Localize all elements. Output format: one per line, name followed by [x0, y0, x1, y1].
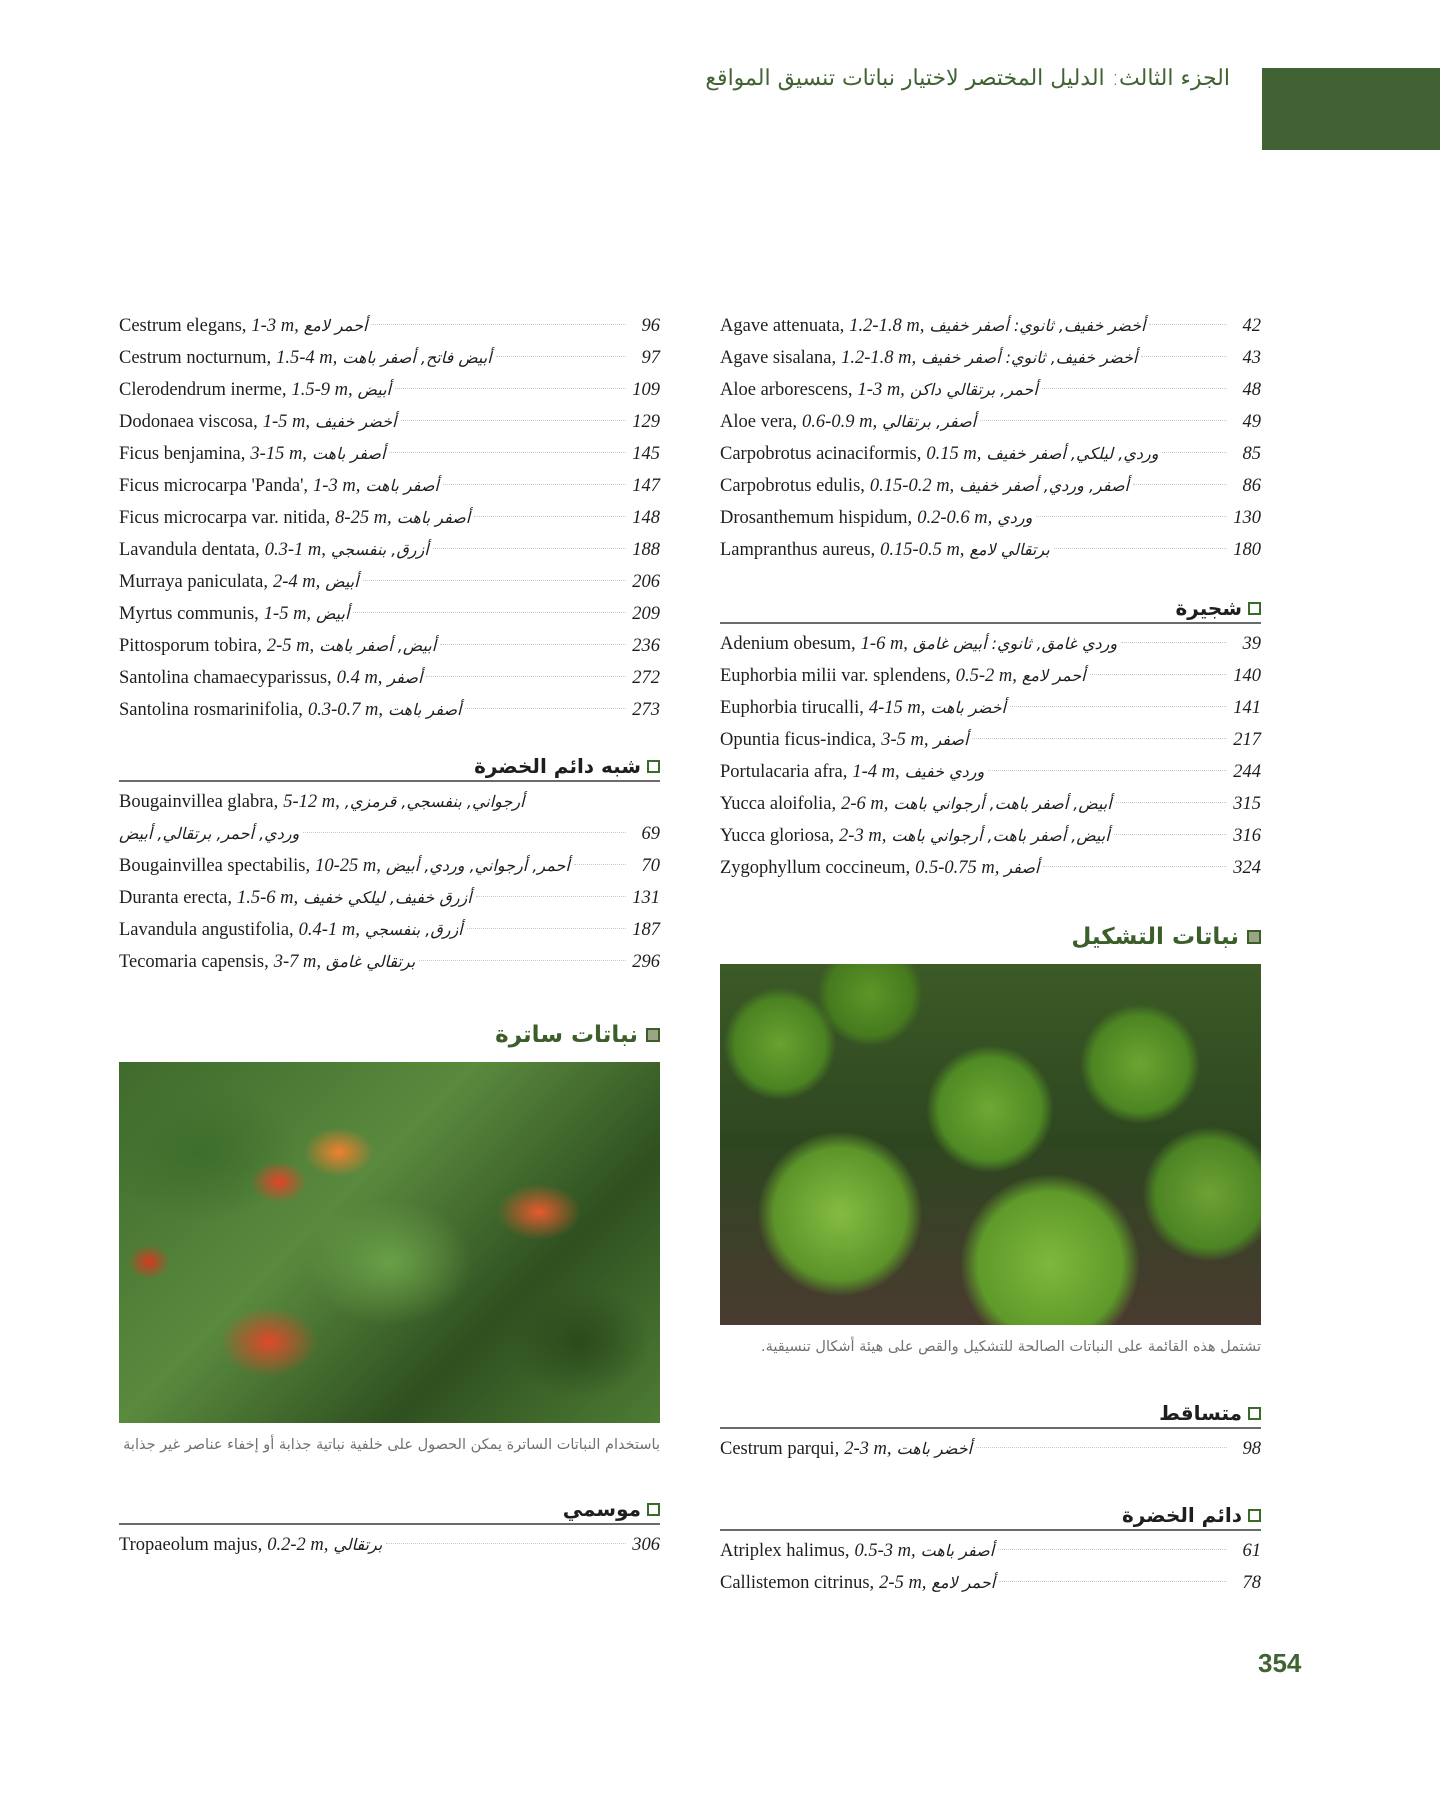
dot-leader — [465, 708, 626, 709]
dot-leader — [401, 420, 627, 421]
plant-list-semi-evergreen — [119, 850, 660, 978]
plant-colors: وردي خفيف — [904, 762, 985, 781]
plant-name: Duranta erecta, — [119, 888, 232, 908]
checkbox-square-icon — [1248, 1509, 1261, 1522]
page-number: 354 — [1258, 1648, 1302, 1678]
section-heading-evergreen: دائم الخضرة — [720, 1501, 1261, 1531]
plant-size: 2-6 m, — [841, 794, 889, 814]
plant-colors: أبيض — [357, 380, 391, 399]
page-reference: 140 — [1233, 666, 1261, 686]
plant-size: 0.6-0.9 m, — [802, 412, 878, 432]
dot-leader — [1090, 674, 1227, 675]
plant-entry — [720, 310, 1261, 342]
photo-caption: باستخدام النباتات الساترة يمكن الحصول على خلفية نباتية جذابة أو إخفاء عناصر غير جذابة — [123, 1437, 660, 1453]
plant-list-seasonal — [119, 1529, 660, 1561]
plant-size: 0.15-0.2 m, — [869, 476, 955, 496]
checkbox-square-icon — [1248, 602, 1261, 615]
category-heading-screening: نباتات ساترة — [119, 1022, 660, 1048]
plant-name: Pittosporum tobira, — [119, 636, 262, 656]
left-column — [119, 310, 660, 1561]
plant-size: 0.2-0.6 m, — [917, 508, 993, 528]
dot-leader — [1149, 324, 1227, 325]
plant-entry — [119, 438, 660, 470]
plant-list-top-left — [119, 310, 660, 726]
dot-leader — [1114, 834, 1227, 835]
plant-size: 1-6 m, — [860, 634, 908, 654]
photo-caption: تشتمل هذه القائمة على النباتات الصالحة للتشكيل والقص على هيئة أشكال تنسيقية. — [760, 1339, 1261, 1355]
plant-colors: أصفر, برتقالي — [882, 412, 977, 431]
flowering-shrub-photo — [119, 1062, 660, 1423]
page-reference: 61 — [1242, 1541, 1261, 1561]
plant-colors: أخضر باهت — [930, 698, 1006, 717]
plant-entry — [720, 438, 1261, 470]
page-reference: 85 — [1242, 444, 1261, 464]
plant-size: 0.5-0.75 m, — [915, 858, 1000, 878]
category-heading-topiary: نباتات التشكيل — [720, 924, 1261, 950]
plant-size: 1-3 m, — [251, 316, 299, 336]
plant-size: 3-15 m, — [250, 444, 307, 464]
section-heading-semi-evergreen: شبه دائم الخضرة — [119, 752, 660, 782]
plant-colors: أبيض, أصفر باهت, أرجواني باهت — [893, 794, 1112, 813]
section-heading-shrublet: شجيرة — [720, 594, 1261, 624]
plant-colors: أصفر باهت — [311, 444, 386, 463]
plant-colors: أبيض, أصفر باهت, أرجواني باهت — [891, 826, 1110, 845]
page-reference: 86 — [1242, 476, 1261, 496]
page-reference: 217 — [1233, 730, 1261, 750]
plant-list-evergreen — [720, 1535, 1261, 1599]
plant-entry — [119, 630, 660, 662]
plant-colors: أزرق, بنفسجي — [330, 540, 429, 559]
plant-colors: أبيض — [316, 604, 350, 623]
plant-name: Dodonaea viscosa, — [119, 412, 258, 432]
plant-colors: أبيض فاتح, أصفر باهت — [342, 348, 492, 367]
page-reference: 43 — [1242, 348, 1261, 368]
dot-leader — [371, 324, 626, 325]
plant-entry — [720, 534, 1261, 566]
plant-entry — [119, 374, 660, 406]
page-reference: 130 — [1233, 508, 1261, 528]
plant-name: Ficus benjamina, — [119, 444, 246, 464]
plant-name: Lampranthus aureus, — [720, 540, 876, 560]
plant-entry — [119, 470, 660, 502]
plant-list-shrublet — [720, 628, 1261, 884]
plant-size: 1-4 m, — [852, 762, 900, 782]
plant-size: 1.5-6 m, — [236, 888, 299, 908]
plant-name: Euphorbia tirucalli, — [720, 698, 864, 718]
plant-name: Atriplex halimus, — [720, 1541, 850, 1561]
plant-entry — [720, 406, 1261, 438]
page-reference: 42 — [1242, 316, 1261, 336]
plant-entry — [720, 724, 1261, 756]
plant-name: Cestrum elegans, — [119, 316, 247, 336]
plant-entry — [119, 310, 660, 342]
page-reference: 187 — [632, 920, 660, 940]
plant-entry — [119, 406, 660, 438]
dot-leader — [1116, 802, 1227, 803]
page-reference: 244 — [1233, 762, 1261, 782]
plant-list-deciduous — [720, 1433, 1261, 1465]
plant-size: 1-5 m, — [263, 604, 312, 624]
plant-colors: أبيض — [325, 572, 359, 591]
dot-leader — [1010, 706, 1227, 707]
plant-size: 1.5-9 m, — [291, 380, 353, 400]
dot-leader — [474, 516, 626, 517]
plant-name: Carpobrotus acinaciformis, — [720, 444, 922, 464]
plant-size: 2-4 m, — [272, 572, 321, 592]
dot-leader — [1133, 484, 1227, 485]
page-reference: 315 — [1233, 794, 1261, 814]
plant-size: 3-5 m, — [881, 730, 929, 750]
plant-entry — [119, 850, 660, 882]
page-reference: 97 — [641, 348, 660, 368]
dot-leader — [988, 770, 1227, 771]
plant-colors: وردي — [997, 508, 1033, 527]
page-reference: 69 — [641, 824, 660, 844]
plant-name: Murraya paniculata, — [119, 572, 268, 592]
page-reference: 48 — [1242, 380, 1261, 400]
plant-colors: برتقالي غامق — [326, 952, 416, 971]
dot-leader — [1036, 516, 1227, 517]
dot-leader — [1043, 866, 1227, 867]
plant-colors: أرجواني, بنفسجي, قرمزي, — [344, 792, 525, 811]
plant-name: Tecomaria capensis, — [119, 952, 269, 972]
plant-colors: أحمر لامع — [931, 1573, 996, 1592]
plant-entry — [119, 914, 660, 946]
dot-leader — [496, 356, 626, 357]
page-reference: 131 — [632, 888, 660, 908]
plant-entry — [119, 566, 660, 598]
plant-colors: أحمر, برتقالي داكن — [909, 380, 1038, 399]
chapter-color-tab — [1262, 68, 1440, 150]
plant-colors: أزرق, بنفسجي — [364, 920, 463, 939]
dot-leader — [303, 832, 626, 833]
dot-leader — [386, 1543, 626, 1544]
plant-colors: أصفر — [1004, 858, 1040, 877]
dot-leader — [1121, 642, 1227, 643]
dot-leader — [426, 676, 626, 677]
page-reference: 273 — [632, 700, 660, 720]
dot-leader — [389, 452, 626, 453]
dot-leader — [443, 484, 626, 485]
plant-size: 1-5 m, — [262, 412, 310, 432]
plant-size: 0.2-2 m, — [267, 1535, 329, 1555]
filled-square-icon — [646, 1028, 660, 1042]
plant-name: Bougainvillea glabra, — [119, 792, 279, 812]
page-reference: 78 — [1242, 1573, 1261, 1593]
page-reference: 206 — [632, 572, 660, 592]
plant-name: Bougainvillea spectabilis, — [119, 856, 311, 876]
page-reference: 188 — [632, 540, 660, 560]
plant-name: Aloe arborescens, — [720, 380, 853, 400]
plant-size: 0.15 m, — [926, 444, 982, 464]
plant-name: Agave sisalana, — [720, 348, 837, 368]
plant-entry — [720, 374, 1261, 406]
plant-colors: أخضر باهت — [896, 1439, 973, 1458]
plant-entry — [720, 1567, 1261, 1599]
right-column — [720, 310, 1261, 1599]
dot-leader — [467, 928, 626, 929]
page-reference: 324 — [1233, 858, 1261, 878]
plant-colors: أخضر خفيف, ثانوي: أصفر خفيف — [929, 316, 1146, 335]
plant-size: 0.3-0.7 m, — [307, 700, 383, 720]
plant-size: 2-3 m, — [844, 1439, 892, 1459]
plant-size: 1-3 m, — [857, 380, 905, 400]
dot-leader — [419, 960, 626, 961]
dot-leader — [976, 1447, 1227, 1448]
page-reference: 49 — [1242, 412, 1261, 432]
page-reference: 145 — [632, 444, 660, 464]
plant-entry — [119, 534, 660, 566]
page-reference: 39 — [1242, 634, 1261, 654]
page-reference: 180 — [1233, 540, 1261, 560]
plant-colors: أحمر, أرجواني, وردي, أبيض — [385, 856, 570, 875]
plant-entry — [720, 1535, 1261, 1567]
plant-size: 2-5 m, — [266, 636, 315, 656]
page-reference: 98 — [1242, 1439, 1261, 1459]
plant-name: Zygophyllum coccineum, — [720, 858, 911, 878]
plant-size: 1.5-4 m, — [276, 348, 338, 368]
plant-name: Lavandula dentata, — [119, 540, 260, 560]
plant-entry — [119, 662, 660, 694]
plant-colors: وردي, ليلكي, أصفر خفيف — [986, 444, 1159, 463]
plant-entry — [720, 692, 1261, 724]
plant-colors: وردي, أحمر, برتقالي, أبيض — [119, 824, 300, 843]
plant-size: 1.2-1.8 m, — [841, 348, 917, 368]
section-heading-deciduous: متساقط — [720, 1399, 1261, 1429]
plant-size: 1.2-1.8 m, — [849, 316, 925, 336]
plant-name: Myrtus communis, — [119, 604, 259, 624]
plant-name: Opuntia ficus-indica, — [720, 730, 877, 750]
filled-square-icon — [1247, 930, 1261, 944]
dot-leader — [1042, 388, 1227, 389]
page-reference: 306 — [632, 1535, 660, 1555]
plant-size: 0.4 m, — [336, 668, 383, 688]
plant-entry — [720, 788, 1261, 820]
plant-size: 8-25 m, — [335, 508, 392, 528]
dot-leader — [574, 864, 626, 865]
plant-entry — [119, 598, 660, 630]
plant-size: 0.5-3 m, — [854, 1541, 916, 1561]
plant-colors: أصفر — [387, 668, 423, 687]
plant-colors: برتقالي — [333, 1535, 383, 1554]
plant-name: Yucca gloriosa, — [720, 826, 835, 846]
plant-entry — [720, 660, 1261, 692]
plant-name: Callistemon citrinus, — [720, 1573, 875, 1593]
plant-colors: أخضر خفيف — [315, 412, 397, 431]
plant-name: Santolina chamaecyparissus, — [119, 668, 332, 688]
dot-leader — [1141, 356, 1227, 357]
plant-entry — [720, 852, 1261, 884]
plant-entry — [720, 502, 1261, 534]
plant-colors: أحمر لامع — [303, 316, 368, 335]
dot-leader — [440, 644, 626, 645]
page-reference: 141 — [1233, 698, 1261, 718]
plant-entry — [720, 1433, 1261, 1465]
page-reference: 316 — [1233, 826, 1261, 846]
checkbox-square-icon — [647, 760, 660, 773]
plant-colors: أحمر لامع — [1021, 666, 1086, 685]
plant-size: 4-15 m, — [868, 698, 926, 718]
plant-name: Carpobrotus edulis, — [720, 476, 865, 496]
plant-size: 0.15-0.5 m, — [880, 540, 965, 560]
page-reference: 148 — [632, 508, 660, 528]
plant-entry — [119, 786, 660, 850]
section-heading-seasonal: موسمي — [119, 1495, 660, 1525]
dot-leader — [972, 738, 1227, 739]
checkbox-square-icon — [1248, 1407, 1261, 1420]
plant-entry — [119, 694, 660, 726]
page-reference: 109 — [632, 380, 660, 400]
plant-entry — [119, 342, 660, 374]
chapter-title: الجزء الثالث: الدليل المختصر لاختيار نباتات تنسيق المواقع — [705, 66, 1230, 91]
dot-leader — [363, 580, 626, 581]
page-reference: 70 — [641, 856, 660, 876]
page-reference: 272 — [632, 668, 660, 688]
page-reference: 147 — [632, 476, 660, 496]
plant-size: 0.3-1 m, — [264, 540, 326, 560]
dot-leader — [395, 388, 626, 389]
plant-entry — [720, 342, 1261, 374]
plant-name: Cestrum nocturnum, — [119, 348, 272, 368]
checkbox-square-icon — [647, 1503, 660, 1516]
plant-size: 10-25 m, — [315, 856, 381, 876]
plant-colors: أصفر باهت — [396, 508, 471, 527]
plant-name: Drosanthemum hispidum, — [720, 508, 913, 528]
plant-name: Aloe vera, — [720, 412, 798, 432]
page-reference: 296 — [632, 952, 660, 972]
plant-name: Clerodendrum inerme, — [119, 380, 287, 400]
plant-entry — [119, 946, 660, 978]
dot-leader — [998, 1549, 1227, 1550]
plant-colors: أصفر باهت — [365, 476, 439, 495]
dot-leader — [980, 420, 1227, 421]
plant-colors: أخضر خفيف, ثانوي: أصفر خفيف — [921, 348, 1138, 367]
plant-name: Euphorbia milii var. splendens, — [720, 666, 951, 686]
dot-leader — [353, 612, 626, 613]
plant-size: 3-7 m, — [273, 952, 321, 972]
dot-leader — [1054, 548, 1227, 549]
plant-list-top-right — [720, 310, 1261, 566]
page-reference: 209 — [632, 604, 660, 624]
dot-leader — [1162, 452, 1227, 453]
plant-name: Lavandula angustifolia, — [119, 920, 294, 940]
plant-name: Agave attenuata, — [720, 316, 845, 336]
plant-size: 2-3 m, — [839, 826, 887, 846]
plant-name: Yucca aloifolia, — [720, 794, 837, 814]
plant-size: 0.5-2 m, — [955, 666, 1017, 686]
plant-name: Tropaeolum majus, — [119, 1535, 263, 1555]
plant-colors: أصفر — [933, 730, 969, 749]
plant-entry — [720, 756, 1261, 788]
plant-name: Cestrum parqui, — [720, 1439, 840, 1459]
plant-name: Adenium obesum, — [720, 634, 856, 654]
plant-colors: أصفر, وردي, أصفر خفيف — [959, 476, 1129, 495]
plant-entry — [119, 502, 660, 534]
plant-colors: أصفر باهت — [920, 1541, 995, 1560]
plant-colors: أصفر باهت — [387, 700, 462, 719]
plant-size: 2-5 m, — [879, 1573, 927, 1593]
plant-entry — [720, 628, 1261, 660]
plant-colors: أزرق خفيف, ليلكي خفيف — [303, 888, 472, 907]
plant-entry — [720, 470, 1261, 502]
page-reference: 129 — [632, 412, 660, 432]
page-reference: 236 — [632, 636, 660, 656]
plant-colors: أبيض, أصفر باهت — [319, 636, 437, 655]
plant-name: Ficus microcarpa 'Panda', — [119, 476, 309, 496]
plant-name: Portulacaria afra, — [720, 762, 848, 782]
page-reference: 96 — [641, 316, 660, 336]
plant-name: Santolina rosmarinifolia, — [119, 700, 303, 720]
plant-entry — [119, 882, 660, 914]
plant-name: Ficus microcarpa var. nitida, — [119, 508, 331, 528]
plant-colors: وردي غامق, ثانوي: أبيض غامق — [912, 634, 1118, 653]
dot-leader — [476, 896, 626, 897]
dot-leader — [999, 1581, 1227, 1582]
plant-size: 5-12 m, — [283, 792, 340, 812]
dot-leader — [433, 548, 626, 549]
plant-size: 0.4-1 m, — [298, 920, 360, 940]
plant-size: 1-3 m, — [313, 476, 361, 496]
topiary-shrubs-photo — [720, 964, 1261, 1325]
plant-entry — [720, 820, 1261, 852]
plant-colors: برتقالي لامع — [969, 540, 1050, 559]
plant-entry — [119, 1529, 660, 1561]
